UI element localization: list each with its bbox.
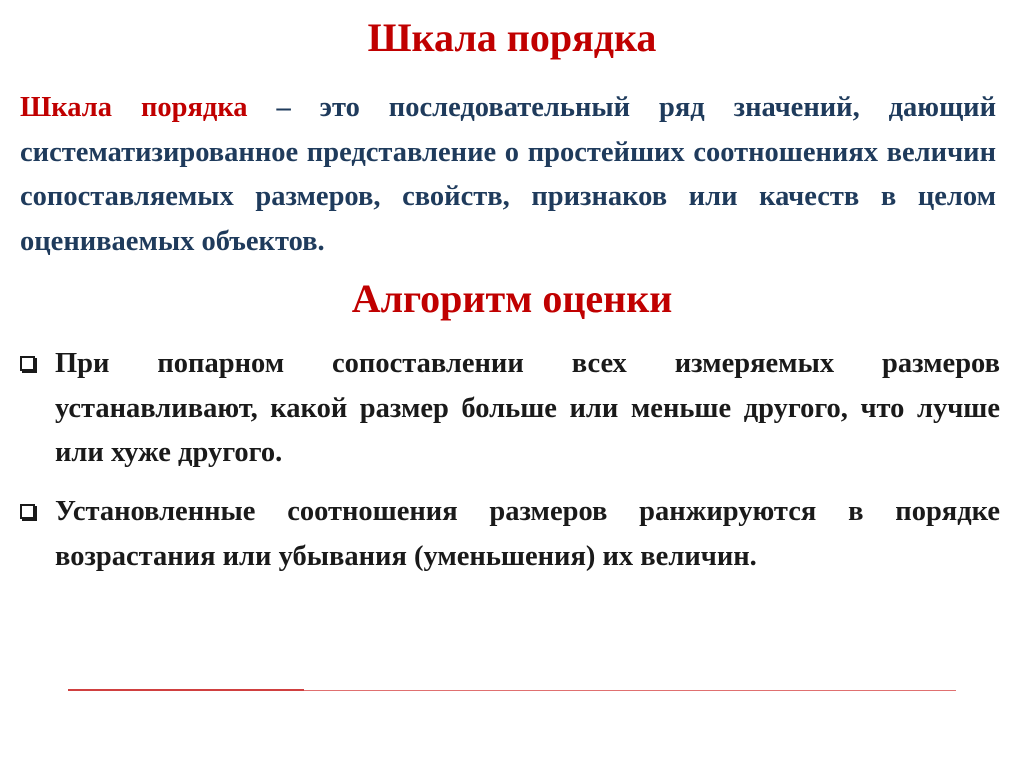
definition-text: – это последовательный ряд значений, дающий систематизированное представление о простейших соотношениях величин сопоставляемых размеров, свойств, признаков или качеств в целом оцениваемых объектов. xyxy=(20,92,996,257)
slide-title: Шкала порядка xyxy=(367,15,657,60)
section-heading: Алгоритм оценки xyxy=(351,276,673,321)
bullet-text: При попарном сопоставлении всех измеряемых размеров устанавливают, какой размер больше или меньше другого, что лучше или хуже другого. xyxy=(55,348,1000,468)
checkbox-icon xyxy=(20,504,35,519)
checkbox-icon xyxy=(20,356,35,371)
bullet-item xyxy=(20,342,1000,476)
definition-paragraph xyxy=(20,86,996,264)
definition-term: Шкала порядка xyxy=(20,92,248,123)
bullet-text: Установленные соотношения размеров ранжируются в порядке возрастания или убывания (уменьшения) их величин. xyxy=(55,496,1000,572)
footer-divider-accent xyxy=(68,689,304,691)
bullet-item xyxy=(20,490,1000,579)
